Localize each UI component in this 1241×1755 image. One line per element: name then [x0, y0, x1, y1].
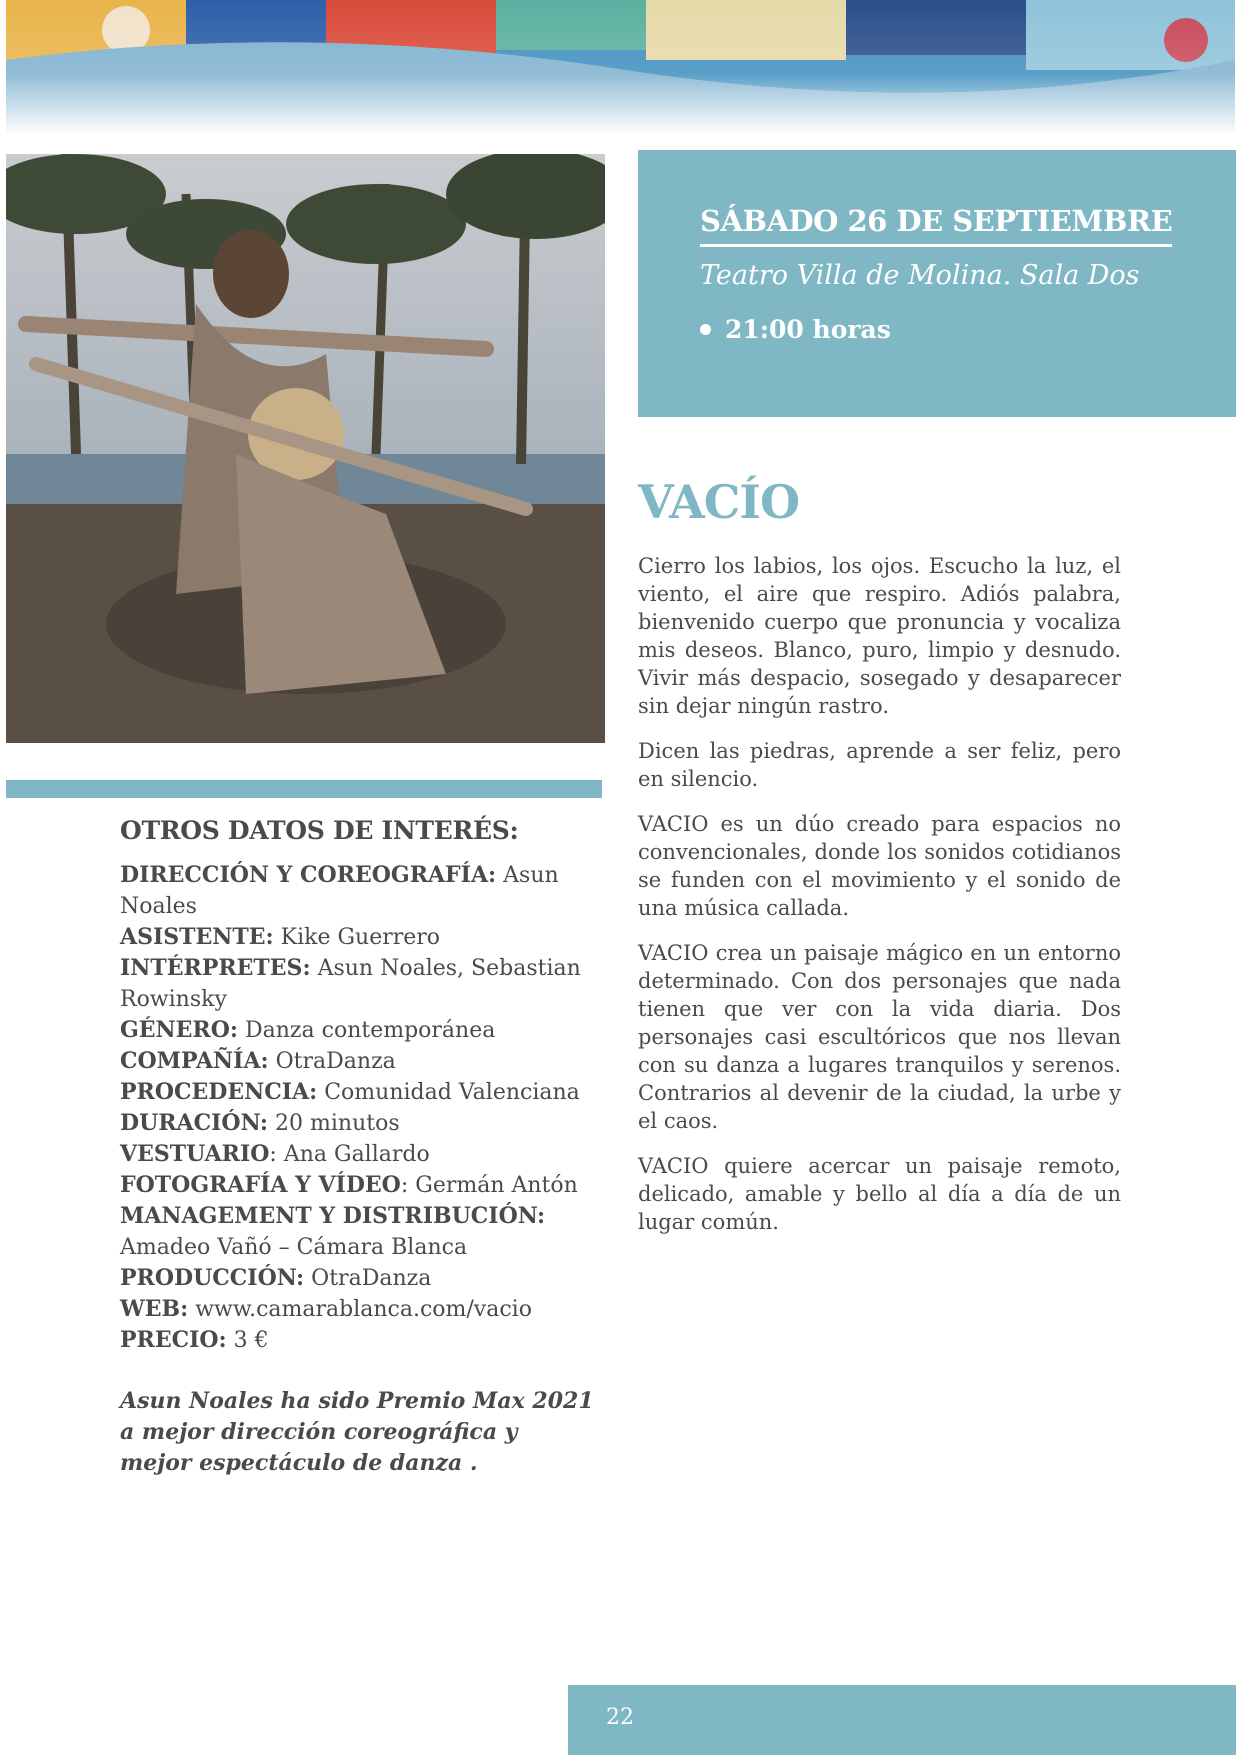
detail-label: DIRECCIÓN Y COREOGRAFÍA: [120, 862, 497, 888]
award-note: Asun Noales ha sido Premio Max 2021 a mejor dirección coreográfica y mejor espectáculo de danza . [120, 1388, 594, 1476]
detail-row-direction [120, 860, 595, 922]
detail-value: Comunidad Valenciana [317, 1080, 580, 1105]
detail-label: GÉNERO: [120, 1017, 239, 1043]
dancers-photo [6, 154, 605, 743]
detail-value: Kike Guerrero [273, 925, 441, 950]
page-number: 22 [606, 1705, 634, 1730]
detail-label: PRODUCCIÓN: [120, 1265, 305, 1291]
detail-label: INTÉRPRETES: [120, 955, 311, 981]
detail-value: Amadeo Vañó – Cámara Blanca [120, 1235, 468, 1260]
detail-row-genre [120, 1015, 595, 1046]
detail-row-origin [120, 1077, 595, 1108]
event-info-box [638, 150, 1236, 417]
show-description [638, 552, 1121, 1253]
detail-row-production [120, 1263, 595, 1294]
event-date: SÁBADO 26 DE SEPTIEMBRE [700, 204, 1172, 247]
detail-label: PRECIO: [120, 1327, 227, 1353]
footer-bar [568, 1685, 1236, 1755]
event-time-text: 21:00 horas [725, 315, 891, 344]
section-divider [6, 780, 602, 798]
detail-value: OtraDanza [268, 1049, 396, 1074]
detail-label: MANAGEMENT Y DISTRIBUCIÓN: [120, 1203, 546, 1229]
detail-value: Danza contemporánea [238, 1018, 496, 1043]
detail-row-performers [120, 953, 595, 1015]
detail-label: WEB: [120, 1296, 189, 1322]
header-mural-image [6, 0, 1235, 135]
details-heading: OTROS DATOS DE INTERÉS: [120, 816, 519, 845]
detail-row-web [120, 1294, 595, 1325]
detail-label: FOTOGRAFÍA Y VÍDEO [120, 1172, 401, 1198]
detail-row-costumes [120, 1139, 595, 1170]
detail-value: www.camarablanca.com/vacio [188, 1297, 532, 1322]
detail-value: 20 minutos [268, 1111, 400, 1136]
detail-label: PROCEDENCIA: [120, 1079, 318, 1105]
detail-label: COMPAÑÍA: [120, 1048, 269, 1074]
detail-value: 3 € [226, 1328, 269, 1353]
details-section [120, 815, 595, 1479]
detail-row-duration [120, 1108, 595, 1139]
description-paragraph: VACIO es un dúo creado para espacios no convencionales, donde los sonidos cotidianos se funden con el movimiento y el sonido de una música callada. [638, 812, 1121, 920]
event-time [700, 315, 891, 344]
description-paragraph: VACIO crea un paisaje mágico en un entorno determinado. Con dos personajes que nada tienen que ver con la vida diaria. Dos personajes casi escultóricos que nos llevan con su danza a lugares tranquilos y serenos. Contrarios al devenir de la ciudad, la urbe y el caos. [638, 941, 1121, 1133]
detail-row-price [120, 1325, 595, 1356]
detail-value: Asun Noales [120, 863, 559, 919]
detail-row-company [120, 1046, 595, 1077]
description-paragraph: Cierro los labios, los ojos. Escucho la luz, el viento, el aire que respiro. Adiós palabra, bienvenido cuerpo que pronuncia y vocaliza mis deseos. Blanco, puro, limpio y desnudo. Vivir más despacio, sosegado y desaparecer sin dejar ningún rastro. [638, 554, 1121, 718]
detail-value: : Germán Antón [400, 1173, 578, 1198]
detail-row-assistant [120, 922, 595, 953]
detail-value: : Ana Gallardo [269, 1142, 430, 1167]
detail-row-photo-video [120, 1170, 595, 1201]
detail-value: Asun Noales, Sebastian Rowinsky [120, 956, 581, 1012]
detail-row-management [120, 1201, 595, 1263]
detail-label: VESTUARIO [120, 1141, 270, 1167]
description-paragraph: VACIO quiere acercar un paisaje remoto, delicado, amable y bello al día a día de un lugar común. [638, 1154, 1121, 1234]
detail-label: ASISTENTE: [120, 924, 274, 950]
detail-label: DURACIÓN: [120, 1110, 269, 1136]
detail-value: OtraDanza [304, 1266, 432, 1291]
event-venue: Teatro Villa de Molina. Sala Dos [700, 260, 1140, 291]
description-paragraph: Dicen las piedras, aprende a ser feliz, pero en silencio. [638, 739, 1121, 791]
show-title: VACÍO [638, 475, 800, 529]
bullet-icon [700, 324, 711, 335]
